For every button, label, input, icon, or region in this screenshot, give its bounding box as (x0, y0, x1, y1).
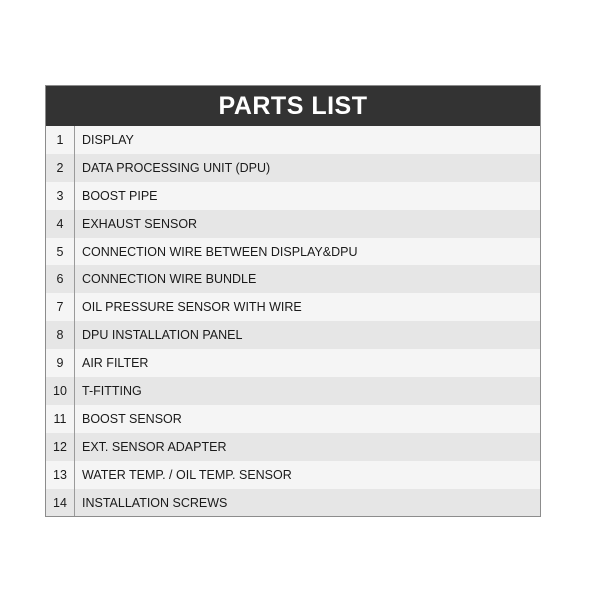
row-number: 13 (46, 461, 75, 489)
part-name: EXT. SENSOR ADAPTER (82, 439, 227, 454)
row-number: 5 (46, 238, 75, 266)
part-name: BOOST SENSOR (82, 411, 182, 426)
row-number: 10 (46, 377, 75, 405)
row-number: 11 (46, 405, 75, 433)
part-name: DPU INSTALLATION PANEL (82, 328, 243, 343)
table-row (46, 126, 540, 154)
part-name: T-FITTING (82, 383, 142, 398)
part-name: AIR FILTER (82, 356, 149, 371)
table-row (46, 154, 540, 182)
table-row (46, 182, 540, 210)
part-name: OIL PRESSURE SENSOR WITH WIRE (82, 300, 302, 315)
table-row (46, 293, 540, 321)
row-number: 12 (46, 433, 75, 461)
row-number: 6 (46, 265, 75, 293)
part-name: WATER TEMP. / OIL TEMP. SENSOR (82, 467, 292, 482)
table-body (46, 126, 540, 516)
row-number: 2 (46, 154, 75, 182)
row-number: 1 (46, 126, 75, 154)
table-title: PARTS LIST (46, 86, 540, 126)
parts-table (45, 85, 541, 517)
row-number: 3 (46, 182, 75, 210)
row-number: 14 (46, 489, 75, 517)
row-number: 8 (46, 321, 75, 349)
table-row (46, 461, 540, 489)
table-row (46, 238, 540, 266)
part-name: DISPLAY (82, 132, 134, 147)
part-name: CONNECTION WIRE BETWEEN DISPLAY&DPU (82, 244, 358, 259)
table-row (46, 265, 540, 293)
table-row (46, 377, 540, 405)
table-row (46, 405, 540, 433)
table-row (46, 321, 540, 349)
part-name: INSTALLATION SCREWS (82, 495, 228, 510)
row-number: 9 (46, 349, 75, 377)
row-number: 4 (46, 210, 75, 238)
part-name: DATA PROCESSING UNIT (DPU) (82, 160, 271, 175)
row-number: 7 (46, 293, 75, 321)
part-name: CONNECTION WIRE BUNDLE (82, 272, 257, 287)
table-row (46, 433, 540, 461)
table-row (46, 210, 540, 238)
table-row (46, 349, 540, 377)
part-name: BOOST PIPE (82, 188, 158, 203)
part-name: EXHAUST SENSOR (82, 216, 198, 231)
table-row (46, 489, 540, 517)
